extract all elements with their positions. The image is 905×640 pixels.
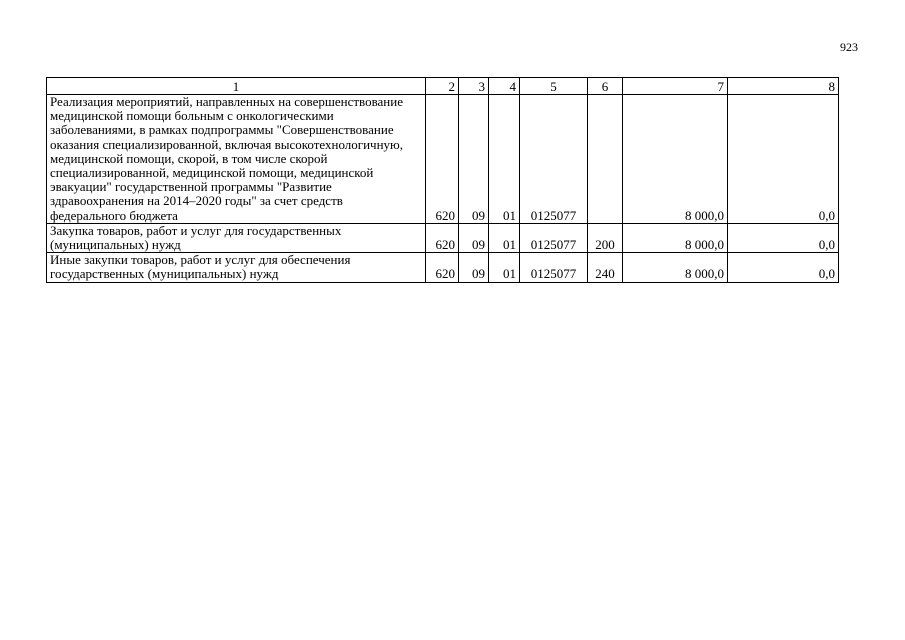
row-code-3: 09 [459,253,489,282]
row-code-5: 0125077 [520,95,588,224]
row-code-2: 620 [426,223,459,252]
header-col-8: 8 [728,78,839,95]
row-code-6: 200 [588,223,623,252]
budget-table [46,77,839,283]
row-code-2: 620 [426,253,459,282]
row-code-5: 0125077 [520,253,588,282]
row-amount-8: 0,0 [728,253,839,282]
header-col-4: 4 [489,78,520,95]
row-code-6 [588,95,623,224]
row-amount-8: 0,0 [728,95,839,224]
row-name: Иные закупки товаров, работ и услуг для обеспечения государственных (муниципальных) нужд [47,253,426,282]
header-col-1: 1 [47,78,426,95]
row-code-6: 240 [588,253,623,282]
header-row [47,78,839,95]
row-amount-7: 8 000,0 [623,223,728,252]
row-name: Закупка товаров, работ и услуг для государственных (муниципальных) нужд [47,223,426,252]
page-number: 923 [840,40,858,54]
row-code-5: 0125077 [520,223,588,252]
table-row [47,95,839,224]
row-code-2: 620 [426,95,459,224]
header-col-3: 3 [459,78,489,95]
header-col-7: 7 [623,78,728,95]
row-name: Реализация мероприятий, направленных на совершенствование медицинской помощи больным с онкологическими заболеваниями, в рамках подпрограммы "Совершенствование оказания специализированной, включая высокотехнологичную, медицинской помощи, скорой, в том числе скорой специализированной, медицинской помощи, медицинской эвакуации" государственной программы "Развитие здравоохранения на 2014–2020 годы" за счет средств федерального бюджета [47,95,426,224]
header-col-2: 2 [426,78,459,95]
row-code-4: 01 [489,253,520,282]
row-code-3: 09 [459,95,489,224]
row-amount-7: 8 000,0 [623,95,728,224]
row-amount-7: 8 000,0 [623,253,728,282]
header-col-5: 5 [520,78,588,95]
row-code-3: 09 [459,223,489,252]
table-row [47,253,839,282]
header-col-6: 6 [588,78,623,95]
row-code-4: 01 [489,223,520,252]
row-code-4: 01 [489,95,520,224]
row-amount-8: 0,0 [728,223,839,252]
table-row [47,223,839,252]
